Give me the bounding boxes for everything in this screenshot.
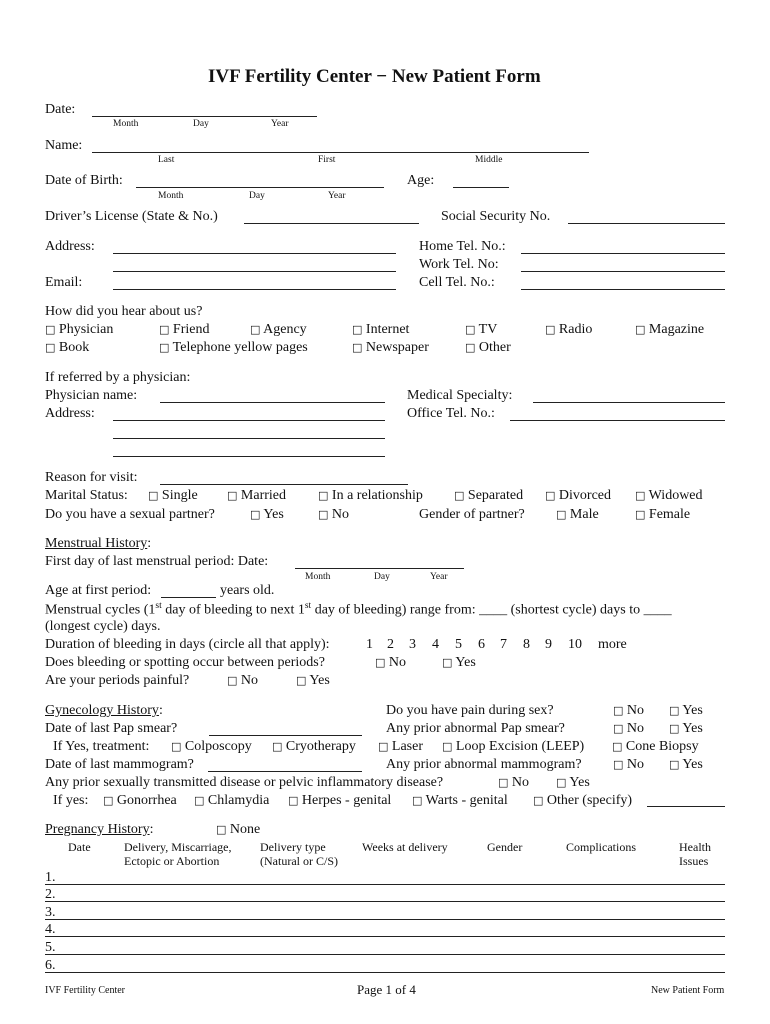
- std-yes[interactable]: □ Yes: [556, 775, 590, 790]
- license-label: Driver’s License (State & No.): [45, 209, 218, 224]
- std-if-yes-label: If yes:: [53, 793, 89, 808]
- pregnancy-row-3-label: 3.: [45, 905, 56, 920]
- name-middle-caption: Middle: [475, 155, 503, 165]
- pregnancy-row-4[interactable]: [45, 936, 725, 937]
- pregnancy-none[interactable]: □ None: [216, 822, 261, 837]
- checkbox[interactable]: □: [412, 794, 423, 807]
- cell-tel-field[interactable]: [521, 289, 725, 290]
- col-delivery-a: Delivery, Miscarriage,: [124, 840, 232, 854]
- duration-day-1[interactable]: 1: [366, 637, 373, 652]
- treatment-cone-biopsy[interactable]: □ Cone Biopsy: [612, 739, 699, 754]
- address-line-2[interactable]: [113, 271, 396, 272]
- checkbox[interactable]: □: [318, 508, 329, 521]
- mammogram-date-label: Date of last mammogram?: [45, 757, 194, 772]
- gyn-heading: Gynecology History:: [45, 703, 163, 718]
- abnormal-mammogram-yes[interactable]: □ Yes: [669, 757, 703, 772]
- home-tel-field[interactable]: [521, 253, 725, 254]
- checkbox[interactable]: □: [272, 740, 283, 753]
- page-title: IVF Fertility Center − New Patient Form: [208, 66, 541, 87]
- home-tel-label: Home Tel. No.:: [419, 239, 506, 254]
- date-month-caption: Month: [113, 119, 139, 129]
- marital-single[interactable]: □ Single: [148, 488, 198, 503]
- checkbox[interactable]: □: [159, 323, 170, 336]
- duration-day-4[interactable]: 4: [432, 637, 439, 652]
- specialty-field[interactable]: [533, 402, 725, 403]
- duration-label: Duration of bleeding in days (circle all that apply):: [45, 637, 330, 652]
- checkbox[interactable]: □: [442, 656, 453, 669]
- marital-separated[interactable]: □ Separated: [454, 488, 524, 503]
- pap-date-label: Date of last Pap smear?: [45, 721, 178, 736]
- period-month-caption: Month: [305, 572, 331, 582]
- checkbox[interactable]: □: [227, 674, 238, 687]
- hear-option-yellow-pages[interactable]: □ Telephone yellow pages: [159, 340, 308, 355]
- hear-option-tv[interactable]: □ TV: [465, 322, 498, 337]
- pregnancy-row-6[interactable]: [45, 972, 725, 973]
- checkbox[interactable]: □: [635, 508, 646, 521]
- hear-option-magazine[interactable]: □ Magazine: [635, 322, 705, 337]
- duration-day-more[interactable]: more: [598, 637, 627, 652]
- cycles-text-cont: (longest cycle) days.: [45, 619, 161, 634]
- checkbox[interactable]: □: [465, 323, 476, 336]
- period-year-caption: Year: [430, 572, 448, 582]
- dob-year-caption: Year: [328, 191, 346, 201]
- partner-gender-question: Gender of partner?: [419, 507, 525, 522]
- partner-question: Do you have a sexual partner?: [45, 507, 215, 522]
- reason-label: Reason for visit:: [45, 470, 138, 485]
- last-period-field[interactable]: [295, 568, 464, 569]
- treatment-leep[interactable]: □ Loop Excision (LEEP): [442, 739, 585, 754]
- marital-widowed[interactable]: □ Widowed: [635, 488, 703, 503]
- pain-sex-no[interactable]: □ No: [613, 703, 645, 718]
- marital-label: Marital Status:: [45, 488, 128, 503]
- duration-day-2[interactable]: 2: [387, 637, 394, 652]
- duration-day-3[interactable]: 3: [409, 637, 416, 652]
- footer-page-number: Page 1 of 4: [357, 982, 416, 997]
- treatment-colposcopy[interactable]: □ Colposcopy: [171, 739, 252, 754]
- spotting-question: Does bleeding or spotting occur between periods?: [45, 655, 325, 670]
- physician-name-label: Physician name:: [45, 388, 138, 403]
- name-field[interactable]: [92, 152, 589, 153]
- marital-relationship[interactable]: □ In a relationship: [318, 488, 423, 503]
- checkbox[interactable]: □: [556, 776, 567, 789]
- physician-name-field[interactable]: [160, 402, 385, 403]
- checkbox[interactable]: □: [227, 489, 238, 502]
- pregnancy-row-5-label: 5.: [45, 940, 56, 955]
- checkbox[interactable]: □: [556, 508, 567, 521]
- pregnancy-row-1-label: 1.: [45, 870, 56, 885]
- checkbox[interactable]: □: [454, 489, 465, 502]
- pregnancy-heading: Pregnancy History:: [45, 822, 154, 837]
- checkbox[interactable]: □: [216, 823, 227, 836]
- ssn-label: Social Security No.: [441, 209, 551, 224]
- hear-option-agency[interactable]: □ Agency: [250, 322, 307, 337]
- hear-option-other[interactable]: □ Other: [465, 340, 511, 355]
- specialty-label: Medical Specialty:: [407, 388, 513, 403]
- pregnancy-row-2-label: 2.: [45, 887, 56, 902]
- footer-right: New Patient Form: [651, 985, 725, 996]
- checkbox[interactable]: □: [669, 722, 680, 735]
- checkbox[interactable]: □: [103, 794, 114, 807]
- checkbox[interactable]: □: [545, 489, 556, 502]
- cell-tel-label: Cell Tel. No.:: [419, 275, 495, 290]
- dob-day-caption: Day: [249, 191, 265, 201]
- abnormal-mammogram-question: Any prior abnormal mammogram?: [386, 757, 582, 772]
- checkbox[interactable]: □: [533, 794, 544, 807]
- checkbox[interactable]: □: [288, 794, 299, 807]
- address-label: Address:: [45, 239, 95, 254]
- painful-no[interactable]: □ No: [227, 673, 259, 688]
- pregnancy-row-5[interactable]: [45, 954, 725, 955]
- duration-day-5[interactable]: 5: [455, 637, 462, 652]
- pregnancy-row-3[interactable]: [45, 919, 725, 920]
- hear-option-internet[interactable]: □ Internet: [352, 322, 410, 337]
- checkbox[interactable]: □: [250, 323, 261, 336]
- col-health-a: Health: [679, 840, 711, 854]
- marital-married[interactable]: □ Married: [227, 488, 286, 503]
- painful-yes[interactable]: □ Yes: [296, 673, 330, 688]
- dob-field[interactable]: [136, 187, 384, 188]
- spotting-yes[interactable]: □ Yes: [442, 655, 476, 670]
- std-chlamydia[interactable]: □ Chlamydia: [194, 793, 270, 808]
- checkbox[interactable]: □: [171, 740, 182, 753]
- date-field[interactable]: [92, 116, 317, 117]
- std-gonorrhea[interactable]: □ Gonorrhea: [103, 793, 177, 808]
- std-question: Any prior sexually transmitted disease or pelvic inflammatory disease?: [45, 775, 444, 790]
- duration-day-6[interactable]: 6: [478, 637, 485, 652]
- partner-no[interactable]: □ No: [318, 507, 350, 522]
- footer-left: IVF Fertility Center: [45, 985, 125, 996]
- col-type-a: Delivery type: [260, 840, 326, 854]
- duration-day-10[interactable]: 10: [568, 637, 582, 652]
- std-no[interactable]: □ No: [498, 775, 530, 790]
- pregnancy-row-2[interactable]: [45, 901, 725, 902]
- age-first-period-field[interactable]: [161, 597, 216, 598]
- checkbox[interactable]: □: [635, 489, 646, 502]
- pregnancy-row-4-label: 4.: [45, 922, 56, 937]
- treatment-laser[interactable]: □ Laser: [378, 739, 423, 754]
- checkbox[interactable]: □: [545, 323, 556, 336]
- checkbox[interactable]: □: [613, 704, 624, 717]
- checkbox[interactable]: □: [250, 508, 261, 521]
- checkbox[interactable]: □: [318, 489, 329, 502]
- duration-day-7[interactable]: 7: [500, 637, 507, 652]
- checkbox[interactable]: □: [148, 489, 159, 502]
- ssn-field[interactable]: [568, 223, 725, 224]
- reason-field[interactable]: [160, 484, 408, 485]
- office-tel-label: Office Tel. No.:: [407, 406, 495, 421]
- checkbox[interactable]: □: [669, 704, 680, 717]
- physician-address-label: Address:: [45, 406, 95, 421]
- age-first-period-label: Age at first period:: [45, 583, 152, 598]
- referral-heading: If referred by a physician:: [45, 370, 191, 385]
- work-tel-field[interactable]: [521, 271, 725, 272]
- painful-question: Are your periods painful?: [45, 673, 190, 688]
- col-delivery-b: Ectopic or Abortion: [124, 854, 220, 868]
- checkbox[interactable]: □: [352, 323, 363, 336]
- pain-sex-question: Do you have pain during sex?: [386, 703, 554, 718]
- dob-label: Date of Birth:: [45, 173, 123, 188]
- name-label: Name:: [45, 138, 83, 153]
- checkbox[interactable]: □: [613, 722, 624, 735]
- col-health-b: Issues: [679, 854, 709, 868]
- work-tel-label: Work Tel. No:: [419, 257, 499, 272]
- pain-sex-yes[interactable]: □ Yes: [669, 703, 703, 718]
- physician-address-line-1[interactable]: [113, 420, 385, 421]
- checkbox[interactable]: □: [378, 740, 389, 753]
- checkbox[interactable]: □: [194, 794, 205, 807]
- last-period-label: First day of last menstrual period: Date:: [45, 554, 269, 569]
- license-field[interactable]: [244, 223, 419, 224]
- pap-date-field[interactable]: [209, 735, 362, 736]
- name-last-caption: Last: [158, 155, 175, 165]
- marital-divorced[interactable]: □ Divorced: [545, 488, 611, 503]
- pregnancy-row-6-label: 6.: [45, 958, 56, 973]
- cycles-text: Menstrual cycles (1st day of bleeding to next 1st day of bleeding) range from: ____ (shortest cycle) days to ____: [45, 601, 672, 618]
- checkbox[interactable]: □: [159, 341, 170, 354]
- date-year-caption: Year: [271, 119, 289, 129]
- partner-yes[interactable]: □ Yes: [250, 507, 284, 522]
- checkbox[interactable]: □: [45, 323, 56, 336]
- col-gender: Gender: [487, 840, 523, 854]
- checkbox[interactable]: □: [635, 323, 646, 336]
- office-tel-field[interactable]: [510, 420, 725, 421]
- duration-day-8[interactable]: 8: [523, 637, 530, 652]
- hear-option-friend[interactable]: □ Friend: [159, 322, 210, 337]
- checkbox[interactable]: □: [45, 341, 56, 354]
- date-label: Date:: [45, 102, 76, 117]
- treatment-label: If Yes, treatment:: [53, 739, 150, 754]
- physician-address-line-3[interactable]: [113, 456, 385, 457]
- col-type-b: (Natural or C/S): [260, 854, 338, 868]
- email-label: Email:: [45, 275, 83, 290]
- partner-female[interactable]: □ Female: [635, 507, 691, 522]
- pregnancy-row-1[interactable]: [45, 884, 725, 885]
- checkbox[interactable]: □: [669, 758, 680, 771]
- col-complications: Complications: [566, 840, 636, 854]
- hear-option-book[interactable]: □ Book: [45, 340, 90, 355]
- checkbox[interactable]: □: [442, 740, 453, 753]
- email-field[interactable]: [113, 289, 396, 290]
- age-field[interactable]: [453, 187, 509, 188]
- date-day-caption: Day: [193, 119, 209, 129]
- abnormal-mammogram-no[interactable]: □ No: [613, 757, 645, 772]
- checkbox[interactable]: □: [375, 656, 386, 669]
- hear-option-physician[interactable]: □ Physician: [45, 322, 114, 337]
- address-line-1[interactable]: [113, 253, 396, 254]
- dob-month-caption: Month: [158, 191, 184, 201]
- spotting-no[interactable]: □ No: [375, 655, 407, 670]
- hear-option-radio[interactable]: □ Radio: [545, 322, 593, 337]
- treatment-cryotherapy[interactable]: □ Cryotherapy: [272, 739, 356, 754]
- age-first-period-suffix: years old.: [220, 583, 275, 598]
- col-date: Date: [68, 840, 91, 854]
- name-first-caption: First: [318, 155, 336, 165]
- std-other-field[interactable]: [647, 806, 725, 807]
- duration-day-9[interactable]: 9: [545, 637, 552, 652]
- std-herpes[interactable]: □ Herpes - genital: [288, 793, 392, 808]
- checkbox[interactable]: □: [465, 341, 476, 354]
- abnormal-pap-yes[interactable]: □ Yes: [669, 721, 703, 736]
- abnormal-pap-no[interactable]: □ No: [613, 721, 645, 736]
- checkbox[interactable]: □: [352, 341, 363, 354]
- col-weeks: Weeks at delivery: [362, 840, 448, 854]
- hear-question: How did you hear about us?: [45, 304, 203, 319]
- checkbox[interactable]: □: [612, 740, 623, 753]
- menstrual-heading: Menstrual History:: [45, 536, 152, 551]
- physician-address-line-2[interactable]: [113, 438, 385, 439]
- std-warts[interactable]: □ Warts - genital: [412, 793, 508, 808]
- partner-male[interactable]: □ Male: [556, 507, 599, 522]
- mammogram-date-field[interactable]: [208, 771, 362, 772]
- checkbox[interactable]: □: [613, 758, 624, 771]
- hear-option-newspaper[interactable]: □ Newspaper: [352, 340, 429, 355]
- checkbox[interactable]: □: [296, 674, 307, 687]
- std-other[interactable]: □ Other (specify): [533, 793, 633, 808]
- checkbox[interactable]: □: [498, 776, 509, 789]
- period-day-caption: Day: [374, 572, 390, 582]
- abnormal-pap-question: Any prior abnormal Pap smear?: [386, 721, 565, 736]
- age-label: Age:: [407, 173, 435, 188]
